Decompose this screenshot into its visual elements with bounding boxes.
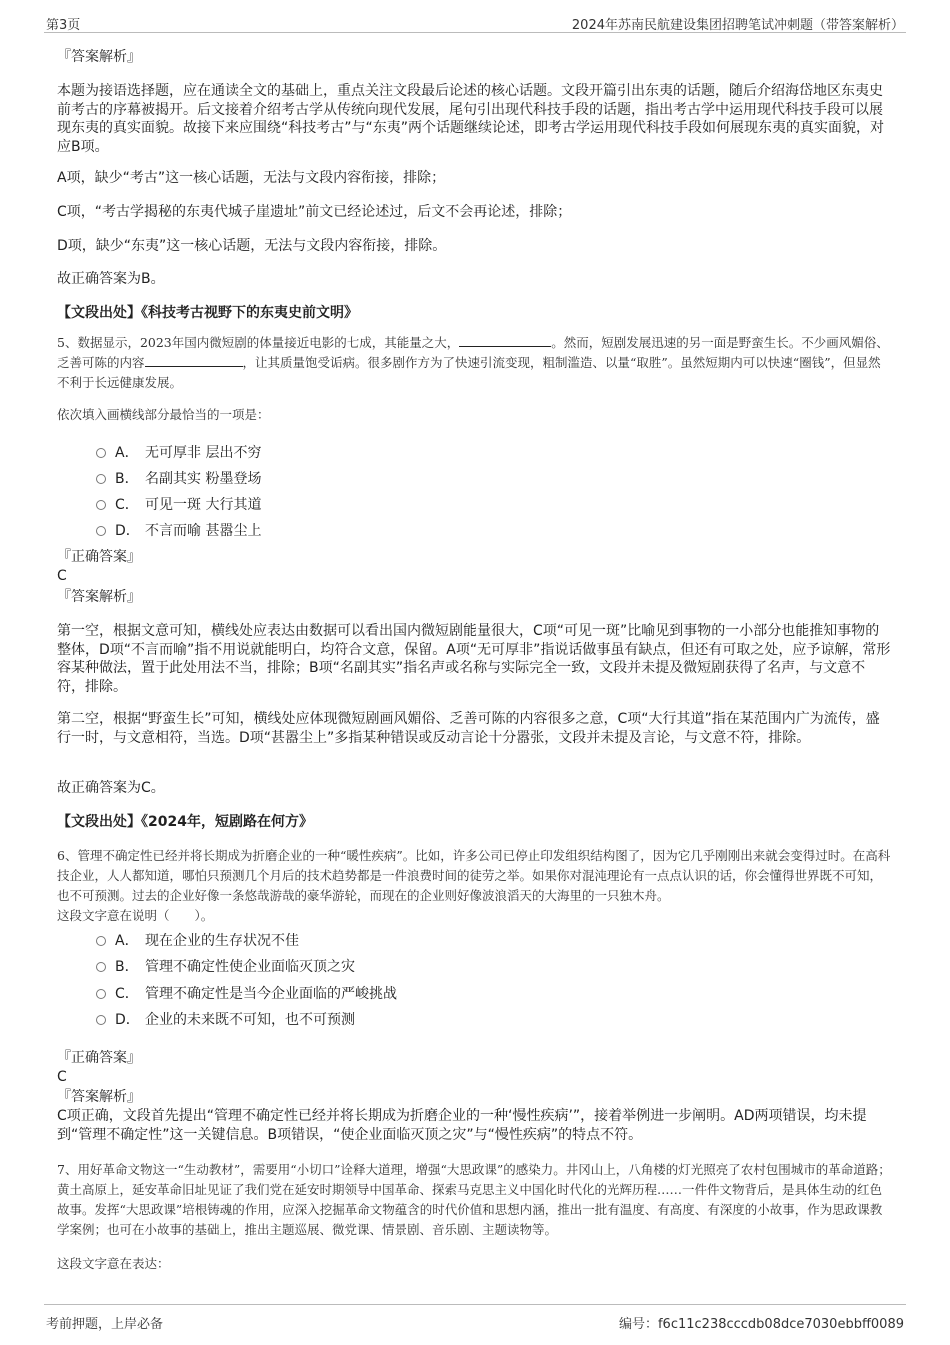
q4-analysis-text: 本题为接语选择题，应在通读全文的基础上，重点关注文段最后论述的核心话题。文段开篇引出东夷的话题，随后介绍海岱地区东夷史前考古的序幕被揭开。后文接着介绍考古学从传统向现代发展，尾句引出现代科技手段的话题，指出考古学中运用现代科技手段可以展现东夷的真实面貌。故接下来应围绕“科技考古”与“东夷”两个话题继续论述，即考古学运用现代科技手段如何展现东夷的真实面貌，对应B项。 xyxy=(57,83,885,155)
q4-source: 【文段出处】《科技考古视野下的东夷史前文明》 xyxy=(57,305,358,321)
q5-prompt: 依次填入画横线部分最恰当的一项是： xyxy=(57,407,270,422)
radio-icon[interactable] xyxy=(96,936,106,946)
footer-slogan: 考前押题，上岸必备 xyxy=(46,1317,164,1332)
q5-answer: C xyxy=(57,568,67,584)
q6-option-a[interactable]: A． 现在企业的生存状况不佳 xyxy=(96,930,299,952)
radio-icon[interactable] xyxy=(96,989,106,999)
q5-analysis-label: 『答案解析』 xyxy=(57,589,141,605)
q6-stem: 6、管理不确定性已经并将长期成为折磨企业的一种“暖性疾病”。比如，许多公司已停止印发组织结构图了，因为它几乎刚刚出来就会变得过时。在高科技企业，人人都知道，哪怕只预测几个月后的技术趋势都是一件浪费时间的徒劳之举。如果你对混沌理论有一点点认识的话，你会懂得世界既不可知，也不可预测。过去的企业好像一条悠哉游哉的豪华游轮，而现在的企业则好像波浪滔天的大海里的一只独木舟。 xyxy=(57,848,891,903)
radio-icon[interactable] xyxy=(96,474,106,484)
q4-option-a-note: A项，缺少“考古”这一核心话题，无法与文段内容衔接，排除； xyxy=(57,170,446,186)
q6-answer: C xyxy=(57,1069,67,1085)
q6-analysis: C项正确，文段首先提出“管理不确定性已经并将长期成为折磨企业的一种‘慢性疾病’”，接着举例进一步阐明。AD两项错误，均未提到“管理不确定性”这一关键信息。B项错误，“使企业面临灭顶之灾”与“慢性疾病”的特点不符。 xyxy=(57,1108,867,1143)
q5-option-d[interactable]: D． 不言而喻 甚嚣尘上 xyxy=(96,520,261,542)
q5-option-a[interactable]: A． 无可厚非 层出不穷 xyxy=(96,442,261,464)
radio-icon[interactable] xyxy=(96,500,106,510)
q4-option-d-note: D项，缺少“东夷”这一核心话题，无法与文段内容衔接，排除。 xyxy=(57,238,447,254)
q5-blank-1 xyxy=(459,335,551,347)
q6-answer-label: 『正确答案』 xyxy=(57,1050,141,1066)
q6-option-d[interactable]: D． 企业的未来既不可知，也不可预测 xyxy=(96,1009,355,1031)
q6-question: 这段文字意在说明（ ）。 xyxy=(57,908,214,923)
page-header xyxy=(44,10,906,33)
q6-option-b[interactable]: B． 管理不确定性使企业面临灭顶之灾 xyxy=(96,956,355,978)
q7-stem: 7、用好革命文物这一“生动教材”，需要用“小切口”诠释大道理，增强“大思政课”的感染力。井冈山上，八角楼的灯光照亮了农村包围城市的革命道路；黄土高原上，延安革命旧址见证了我们党在延安时期领导中国革命、探索马克思主义中国化时代化的光辉历程……一件件文物背后，是具体生动的红色故事。发挥“大思政课”培根铸魂的作用，应深入挖掘革命文物蕴含的时代价值和思想内涵，推出一批有温度、有高度、有深度的小故事，作为思政课教学案例；也可在小故事的基础上，推出主题巡展、微党课、情景剧、音乐剧、主题读物等。 xyxy=(57,1162,891,1237)
q4-conclusion: 故正确答案为B。 xyxy=(57,271,165,287)
q4-analysis-label: 『答案解析』 xyxy=(57,49,141,65)
q7-question: 这段文字意在表达： xyxy=(57,1256,170,1271)
radio-icon[interactable] xyxy=(96,448,106,458)
document-title: 2024年苏南民航建设集团招聘笔试冲刺题（带答案解析） xyxy=(571,18,904,33)
radio-icon[interactable] xyxy=(96,962,106,972)
radio-icon[interactable] xyxy=(96,526,106,536)
q5-analysis-1: 第一空，根据文意可知，横线处应表达由数据可以看出国内微短剧能量很大，C项“可见一斑”比喻见到事物的一小部分也能推知事物的整体，D项“不言而喻”指不用说就能明白，均符合文意，保留。A项“无可厚非”指说话做事虽有缺点，但还有可取之处，应予谅解，常形容某种做法，置于此处用法不当，排除；B项“名副其实”指名声或名称与实际完全一致，文段并未提及微短剧获得了名声，与文意不符，排除。 xyxy=(57,623,891,695)
document-id: 编号：f6c11c238cccdb08dce7030ebbff0089 xyxy=(618,1317,904,1332)
q5-source: 【文段出处】《2024年，短剧路在何方》 xyxy=(57,814,313,830)
q5-analysis-2: 第二空，根据“野蛮生长”可知，横线处应体现微短剧画风媚俗、乏善可陈的内容很多之意，C项“大行其道”指在某范围内广为流传，盛行一时，与文意相符，当选。D项“甚嚣尘上”多指某种错误或反动言论十分嚣张，文段并未提及言论，与文意不符，排除。 xyxy=(57,711,880,746)
page-number: 第3页 xyxy=(46,18,81,33)
q5-stem: 5、数据显示，2023年国内微短剧的体量接近电影的七成，其能量之大， 。然而，短剧发展迅速的另一面是野蛮生长。不少画风媚俗、乏善可陈的内容 ，让其质量饱受诟病。很多剧作方为了快速引流变现，粗制滥造、以量“取胜”。虽然短期内可以快速“圈钱”，但显然不利于长远健康发展。 xyxy=(57,335,889,390)
q6-analysis-label: 『答案解析』 xyxy=(57,1089,141,1105)
q5-option-b[interactable]: B． 名副其实 粉墨登场 xyxy=(96,468,261,490)
q5-blank-2 xyxy=(145,355,243,367)
q5-option-c[interactable]: C． 可见一斑 大行其道 xyxy=(96,494,261,516)
radio-icon[interactable] xyxy=(96,1015,106,1025)
q4-option-c-note: C项，“考古学揭秘的东夷代城子崖遗址”前文已经论述过，后文不会再论述，排除； xyxy=(57,204,572,220)
page-footer xyxy=(44,1304,906,1333)
q6-option-c[interactable]: C． 管理不确定性是当今企业面临的严峻挑战 xyxy=(96,983,397,1005)
q5-answer-label: 『正确答案』 xyxy=(57,549,141,565)
q5-conclusion: 故正确答案为C。 xyxy=(57,780,165,796)
